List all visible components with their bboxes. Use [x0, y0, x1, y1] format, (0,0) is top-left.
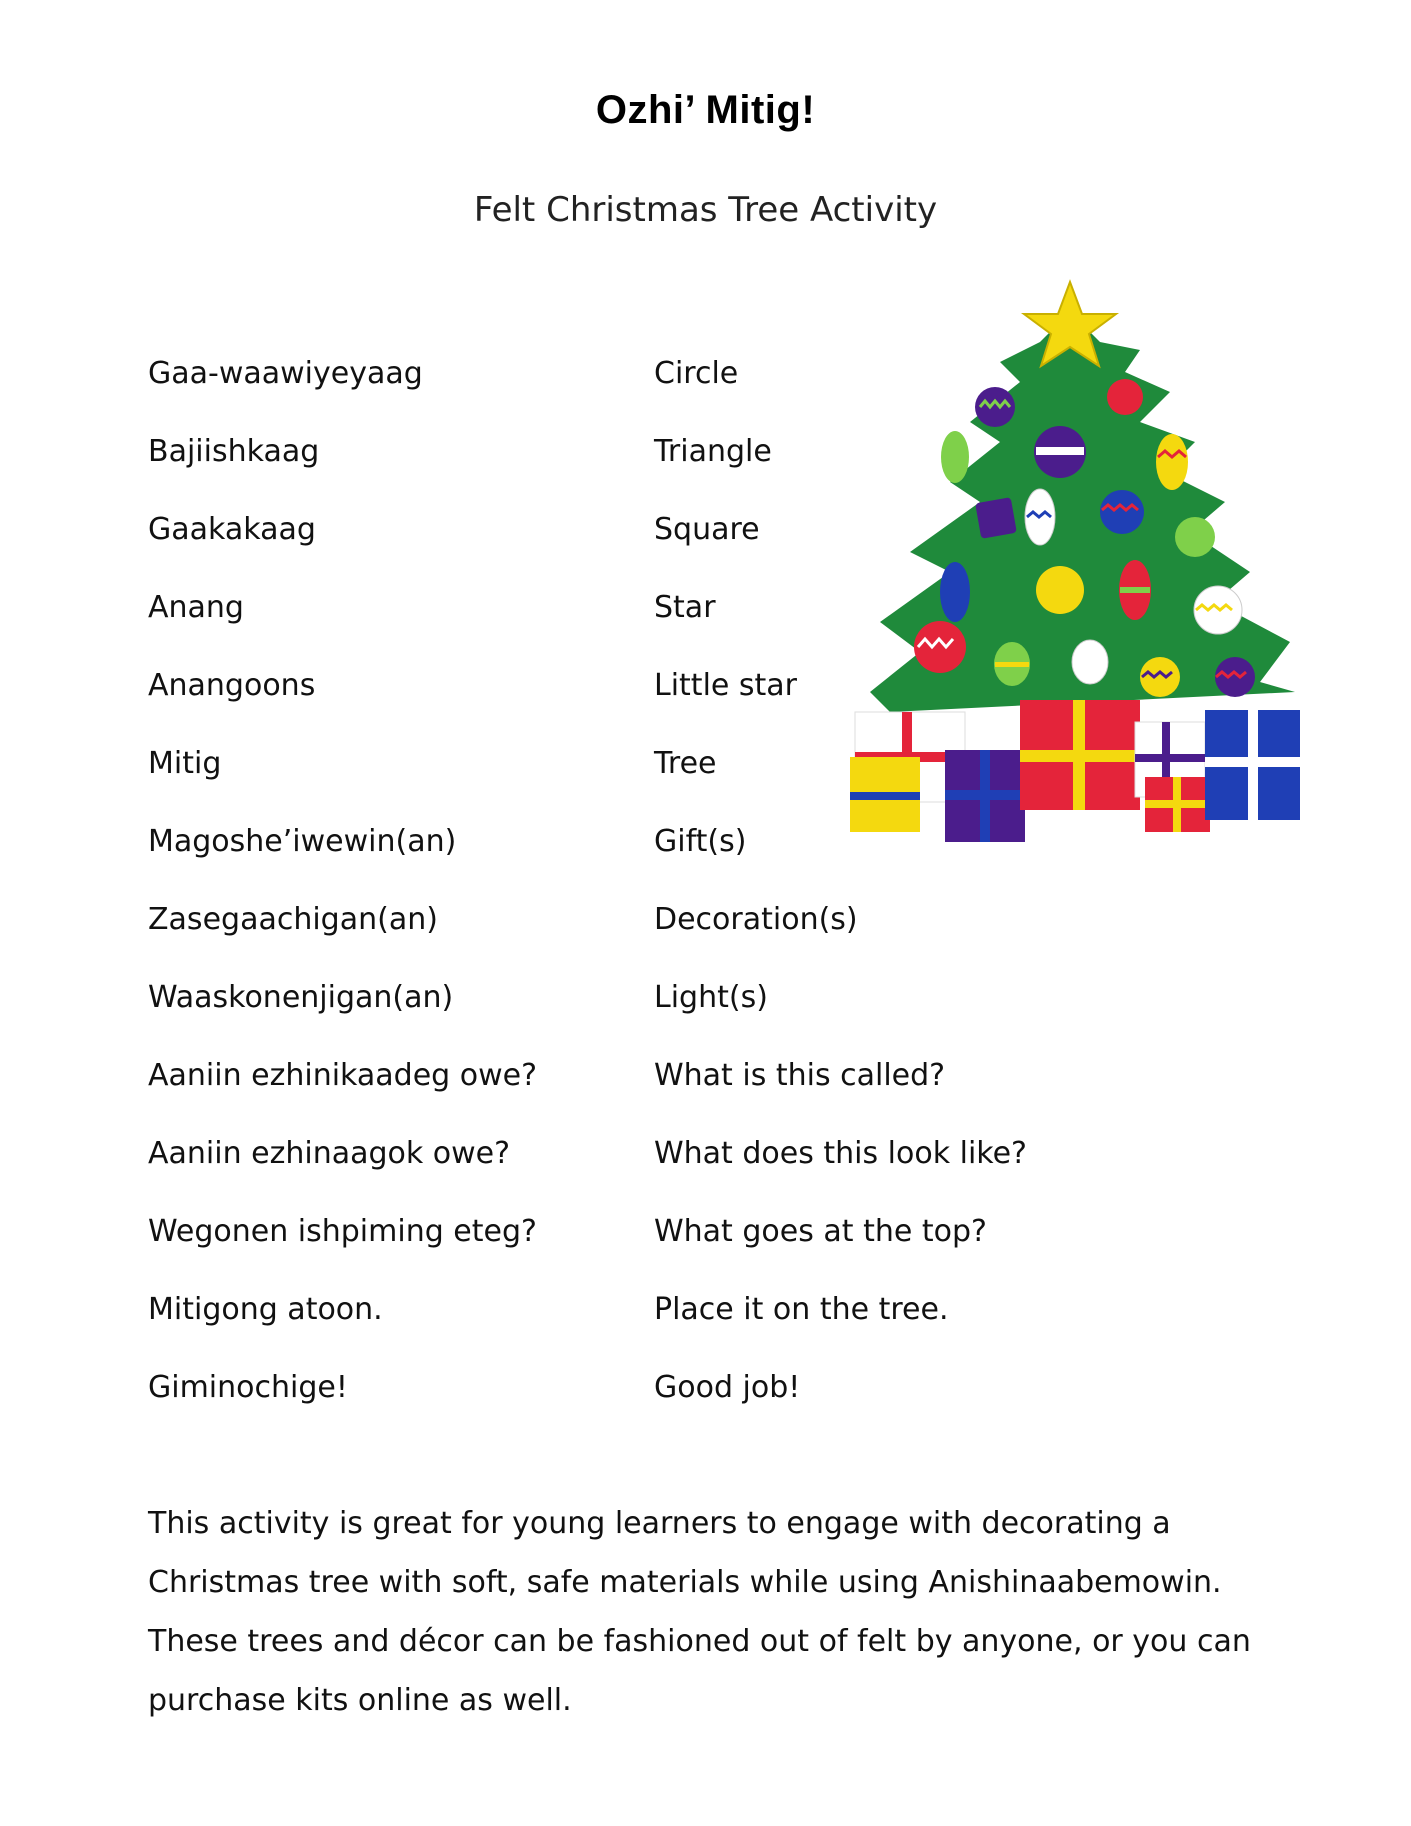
- english-term: Little star: [654, 668, 798, 703]
- ornament-circle: [1036, 566, 1084, 614]
- english-term: Place it on the tree.: [654, 1292, 949, 1327]
- paragraph-line: This activity is great for young learners to engage with decorating a: [148, 1506, 1171, 1541]
- ojibwe-term: Gaa-waawiyeyaag: [148, 356, 423, 391]
- ojibwe-term: Wegonen ishpiming eteg?: [148, 1214, 537, 1249]
- ojibwe-term: Aaniin ezhinikaadeg owe?: [148, 1058, 538, 1093]
- english-term: Square: [654, 512, 760, 547]
- ojibwe-term: Giminochige!: [148, 1370, 348, 1405]
- ojibwe-term: Zasegaachigan(an): [148, 902, 438, 937]
- vocab-row: [148, 1058, 1054, 1136]
- paragraph-line: These trees and décor can be fashioned out of felt by anyone, or you can: [148, 1624, 1251, 1659]
- ornament-circle: [1215, 657, 1255, 697]
- vocab-row: [148, 1292, 1054, 1370]
- ornament-square: [975, 497, 1017, 539]
- vocab-row: [148, 902, 1054, 980]
- ojibwe-term: Mitigong atoon.: [148, 1292, 383, 1327]
- english-term: Star: [654, 590, 716, 625]
- english-term: Good job!: [654, 1370, 801, 1405]
- ojibwe-term: Gaakakaag: [148, 512, 316, 547]
- ojibwe-term: Magoshe’iwewin(an): [148, 824, 457, 859]
- ornament-drop: [1156, 434, 1188, 490]
- paragraph-line: Christmas tree with soft, safe materials while using Anishinaabemowin.: [148, 1565, 1222, 1600]
- ornament-drop: [1140, 657, 1180, 697]
- paragraph-line: purchase kits online as well.: [148, 1683, 572, 1718]
- english-term: What does this look like?: [654, 1136, 1027, 1171]
- english-term: Tree: [654, 746, 717, 781]
- vocab-row: [148, 1370, 1054, 1448]
- page-title: Ozhi’ Mitig!: [595, 88, 816, 132]
- english-term: Triangle: [654, 434, 772, 469]
- ornament-drop: [1072, 640, 1108, 684]
- english-term: Gift(s): [654, 824, 747, 859]
- vocab-row: [148, 1214, 1054, 1292]
- english-term: Light(s): [654, 980, 768, 1015]
- english-term: What is this called?: [654, 1058, 946, 1093]
- ojibwe-term: Anangoons: [148, 668, 316, 703]
- felt-christmas-tree-image: [850, 272, 1304, 844]
- english-term: Decoration(s): [654, 902, 858, 937]
- ojibwe-term: Bajiishkaag: [148, 434, 320, 469]
- ornament-drop: [941, 431, 969, 483]
- ornament-circle: [914, 621, 966, 673]
- ojibwe-term: Aaniin ezhinaagok owe?: [148, 1136, 511, 1171]
- ornament-circle: [1175, 517, 1215, 557]
- ojibwe-term: Anang: [148, 590, 244, 625]
- ornament-circle: [1100, 490, 1144, 534]
- vocab-row: [148, 1136, 1054, 1214]
- english-term: What goes at the top?: [654, 1214, 987, 1249]
- ojibwe-term: Mitig: [148, 746, 222, 781]
- page-subtitle: Felt Christmas Tree Activity: [473, 190, 938, 230]
- ornament-circle: [1107, 379, 1143, 415]
- english-term: Circle: [654, 356, 739, 391]
- ornament-drop: [940, 562, 970, 622]
- vocab-row: [148, 980, 1054, 1058]
- activity-description: [148, 1494, 1328, 1730]
- ojibwe-term: Waaskonenjigan(an): [148, 980, 454, 1015]
